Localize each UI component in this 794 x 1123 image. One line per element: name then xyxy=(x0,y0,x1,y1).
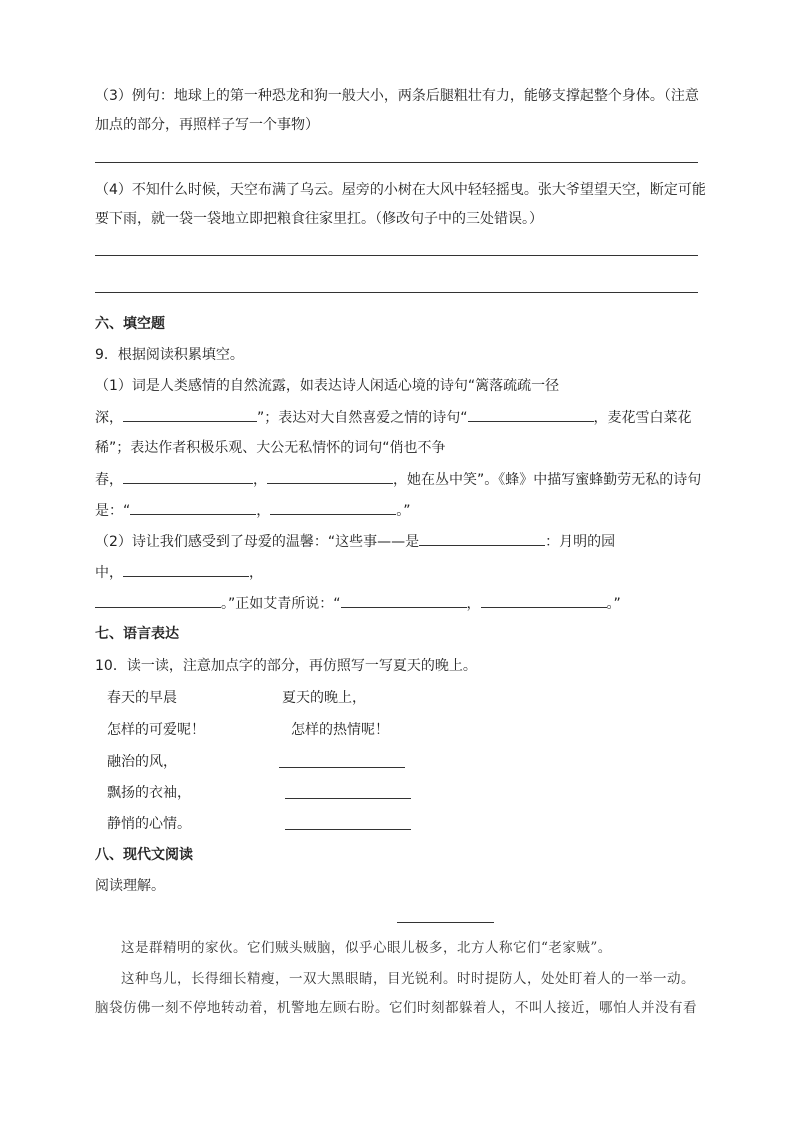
q4-answer-line-2[interactable] xyxy=(95,292,698,293)
passage-para-2-line-2: 脑袋仿佛一刻不停地转动着，机警地左顾右盼。它们时刻都躲着人，不叫人接近，哪怕人并没有看 xyxy=(95,1000,697,1016)
q9-p2-l2-a: 中， xyxy=(95,565,123,581)
section-8-title: 八、现代文阅读 xyxy=(95,847,193,863)
section-6-title: 六、填空题 xyxy=(95,316,165,332)
q9-p2-line3 xyxy=(95,593,621,614)
poem-blank-1[interactable] xyxy=(279,767,405,768)
q9-p1-l4-c: ，她在丛中笑”。《蜂》中描写蜜蜂勤劳无私的诗句 xyxy=(393,472,702,488)
poem-left-line-3: 融治的风， xyxy=(107,754,177,770)
blank-8[interactable] xyxy=(123,562,249,577)
q3-line2: 加点的部分，再照样子写一个事物） xyxy=(95,117,319,133)
blank-9[interactable] xyxy=(95,593,221,608)
q9-p1-line3: 稀”；表达作者积极乐观、大公无私情怀的词句“俏也不争 xyxy=(95,440,446,456)
q9-p2-line1 xyxy=(95,531,615,552)
q3-answer-line[interactable] xyxy=(95,162,698,163)
q9-p1-line2 xyxy=(95,407,692,428)
q4-line1: （4）不知什么时候，天空布满了乌云。屋旁的小树在大风中轻轻摇曳。张大爷望望天空，断定可能 xyxy=(95,182,706,198)
poem-right-line-2: 怎样的热情呢！ xyxy=(291,722,389,738)
blank-5[interactable] xyxy=(130,500,256,515)
blank-4[interactable] xyxy=(267,469,393,484)
passage-para-1: 这是群精明的家伙。它们贼头贼脑，似乎心眼儿极多，北方人称它们“老家贼”。 xyxy=(121,940,612,956)
q9-p1-l4-a: 春， xyxy=(95,472,123,488)
poem-left-line-2: 怎样的可爱呢！ xyxy=(107,722,205,738)
blank-2[interactable] xyxy=(468,407,594,422)
section-7-title: 七、语言表达 xyxy=(95,626,179,642)
poem-blank-3[interactable] xyxy=(285,829,411,830)
q9-p2-l1-b: ：月明的园 xyxy=(545,534,616,550)
blank-10[interactable] xyxy=(341,593,467,608)
poem-left-line-1: 春天的早晨 xyxy=(107,690,177,706)
q9-p2-line2 xyxy=(95,562,263,583)
q9-p1-l5-a: 是：“ xyxy=(95,503,131,519)
q9-p2-l3-a: 。”正如艾青所说：“ xyxy=(221,596,341,612)
q9-stem: 9．根据阅读积累填空。 xyxy=(95,347,244,363)
blank-1[interactable] xyxy=(123,407,257,422)
q9-p1-l2-a: 深， xyxy=(95,410,123,426)
q9-p1-line5 xyxy=(95,500,411,521)
blank-6[interactable] xyxy=(270,500,396,515)
poem-left-line-4: 飘扬的衣袖， xyxy=(107,785,191,801)
q9-p2-l1-a: （2）诗让我们感受到了母爱的温馨：“这些事——是 xyxy=(95,534,420,550)
passage-para-2-line-1: 这种鸟儿，长得细长精瘦，一双大黑眼睛，目光锐利。时时提防人，处处盯着人的一举一动。 xyxy=(121,971,695,987)
q9-p2-l3-c: 。” xyxy=(606,596,621,612)
q10-stem: 10．读一读，注意加点字的部分，再仿照写一写夏天的晚上。 xyxy=(95,658,477,674)
q3-line1: （3）例句：地球上的第一种恐龙和狗一般大小，两条后腿粗壮有力，能够支撑起整个身体。（注意 xyxy=(95,88,699,104)
blank-7[interactable] xyxy=(419,531,545,546)
q9-p2-l2-b: ， xyxy=(249,565,263,581)
q9-p1-l5-c: 。” xyxy=(396,503,411,519)
reading-instruction: 阅读理解。 xyxy=(95,878,165,894)
q9-p1-line1: （1）词是人类感情的自然流露，如表达诗人闲适心境的诗句“篱落疏疏一径 xyxy=(95,378,560,394)
q9-p1-l5-b: ， xyxy=(256,503,271,519)
blank-11[interactable] xyxy=(481,593,607,608)
q9-p2-l3-b: ， xyxy=(466,596,481,612)
blank-3[interactable] xyxy=(123,469,253,484)
q9-p1-l2-b: ”；表达对大自然喜爱之情的诗句“ xyxy=(257,410,468,426)
q4-answer-line-1[interactable] xyxy=(95,255,698,256)
q4-line2: 要下雨，就一袋一袋地立即把粮食往家里扛。（修改句子中的三处错误。） xyxy=(95,211,543,227)
q9-p1-l4-b: ， xyxy=(253,472,267,488)
poem-left-line-5: 静悄的心情。 xyxy=(107,816,191,832)
poem-right-line-1: 夏天的晚上， xyxy=(282,690,366,706)
q9-p1-l2-c: ，麦花雪白菜花 xyxy=(593,410,692,426)
poem-blank-2[interactable] xyxy=(285,798,411,799)
q9-p1-line4 xyxy=(95,469,701,490)
passage-title-blank[interactable] xyxy=(397,922,494,923)
